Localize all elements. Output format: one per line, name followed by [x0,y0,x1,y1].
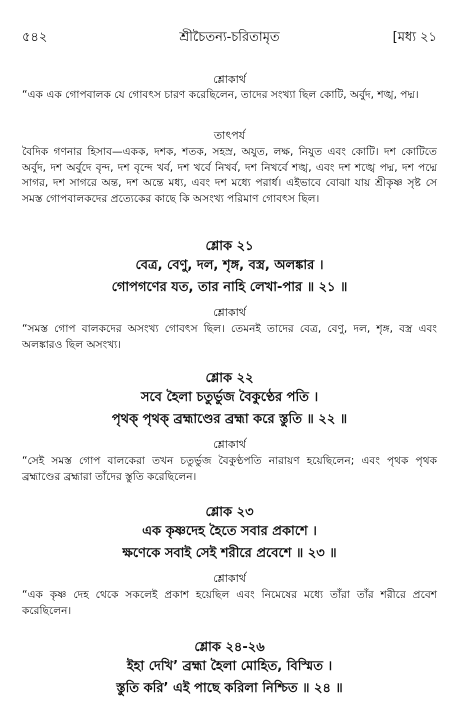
verse-22-heading: শ্লোক ২২ [205,371,254,386]
verse-21-line-1: বেত্র, বেণু, দল, শৃঙ্গ, বস্ত্র, অলঙ্কার । [135,258,324,273]
verse-23-line-1: এক কৃষ্ণদেহ হৈতে সবার প্রকাশে । [142,524,317,539]
verse-24-heading: শ্লোক ২৪-২৬ [194,640,265,655]
verse-22-line-1: সবে হৈলা চতুর্ভুজ বৈকুণ্ঠের পতি । [140,390,319,405]
running-title: শ্রীচৈতন্য-চরিতামৃত [179,30,280,45]
verse-23-translation-label: শ্লোকার্থ [213,572,246,585]
page-number: ৫৪২ [22,30,48,45]
verse-22-translation: “সেই সমস্ত গোপ বালকেরা তখন চতুর্ভুজ বৈকুণ্ঠপতি নারায়ণ হয়েছিলেন; এবং পৃথক পৃথক ব্রহ্মাণ্ডের ব্রহ্মারা তাঁদের স্তুতি করেছিলেন। [22,455,437,483]
verse-21-line-2: গোপগণের যত, তার নাহি লেখা-পার ॥ ২১ ॥ [111,280,348,295]
verse-23-translation: “এক কৃষ্ণ দেহ থেকে সকলেই প্রকাশ হয়েছিল এবং নিমেষের মধ্যে তাঁরা তাঁর শরীরে প্রবেশ করেছিলেন। [22,589,437,617]
verse-22-translation-label: শ্লোকার্থ [213,438,246,451]
verse-21-translation-label: শ্লোকার্থ [213,306,246,319]
verse-24-line-1: ইহা দেখি’ ব্রহ্মা হৈলা মোহিত, বিস্মিত । [126,659,333,674]
verse-23-line-2: ক্ষণেকে সবাই সেই শরীরে প্রবেশে ॥ ২৩ ॥ [122,546,337,561]
translation-text: “এক এক গোপবালক যে গোবৎস চারণ করেছিলেন, তাদের সংখ্যা ছিল কোটি, অর্বুদ, শঙ্খ, পদ্ম। [22,89,419,101]
page-header [22,28,437,46]
verse-21-heading: শ্লোক ২১ [205,239,254,254]
verse-21-translation: “সমস্ত গোপ বালকদের অসংখ্য গোবৎস ছিল। তেমনই তাদের বেত্র, বেণু, দল, শৃঙ্গ, বস্ত্র এবং অলঙ্কারও ছিল অসংখ্য। [22,323,437,351]
purport-label: তাৎপর্য [213,129,246,142]
verse-23-heading: শ্লোক ২৩ [205,505,254,520]
verse-24-line-2: স্তুতি করি’ এই পাছে করিলা নিশ্চিত ॥ ২৪ ॥ [116,681,343,696]
verse-22-line-2: পৃথক্ পৃথক্ ব্রহ্মাণ্ডের ব্রহ্মা করে স্তুতি ॥ ২২ ॥ [111,412,348,427]
translation-label: শ্লোকার্থ [213,73,246,86]
purport-text: বৈদিক গণনার হিসাব—একক, দশক, শতক, সহস্র, অযুত, লক্ষ, নিযুত এবং কোটি। দশ কোটিতে অর্বুদ, দশ অর্বুদে বৃন্দ, দশ বৃন্দে খর্ব, দশ খর্বে নিখর্ব, দশ নিখর্বে শঙ্খ, এবং দশ শঙ্খে পদ্ম, দশ পদ্মে সাগর, দশ সাগরে অন্ত, দশ অন্তে মধ্য, এবং দশ মধ্যে পরার্ধ। এইভাবে বোঝা যায় শ্রীকৃষ্ণ সৃষ্ট সে সমস্ত গোপবালকদের প্রত্যেকের কাছে কি অসংখ্য পরিমাণ গোবৎস ছিল। [22,146,437,205]
chapter-marker: [মধ্য ২১ [392,30,437,45]
